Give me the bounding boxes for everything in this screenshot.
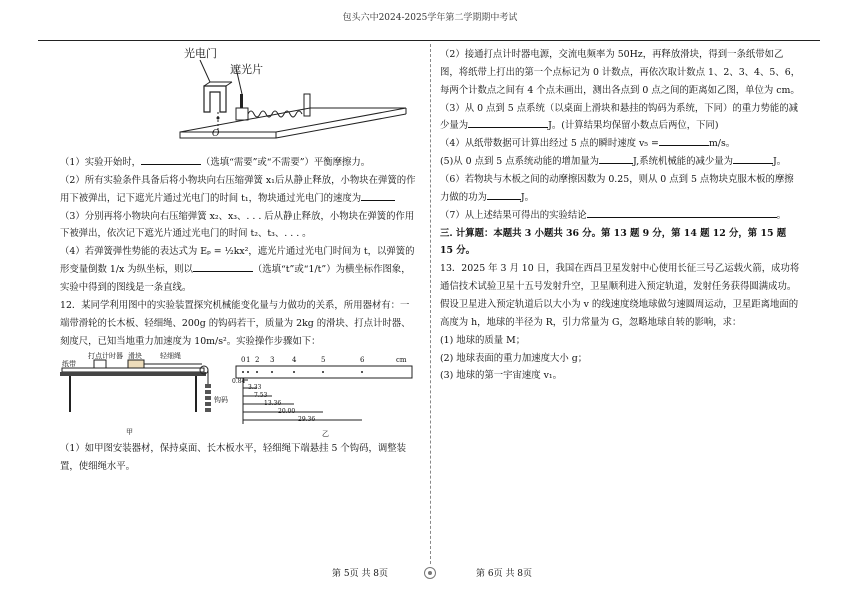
tape-dim: 7.53 xyxy=(254,392,268,400)
tape-mark: 6 xyxy=(360,356,365,365)
tape-dim: 29.36 xyxy=(298,416,316,424)
answer-blank[interactable] xyxy=(599,153,633,164)
tape-dim: 3.33 xyxy=(248,384,262,392)
answer-blank[interactable] xyxy=(487,189,521,200)
tape-dim: 20.00 xyxy=(278,408,296,416)
answer-blank[interactable] xyxy=(361,190,395,201)
label-shade: 遮光片 xyxy=(230,63,263,76)
tape-mark: 3 xyxy=(270,356,275,365)
label-rope: 轻细绳 xyxy=(160,352,181,361)
answer-blank[interactable] xyxy=(659,135,709,146)
tape-dots xyxy=(242,371,363,373)
left-column xyxy=(60,46,418,476)
q12-part2: （2）接通打点计时器电源，交流电频率为 50Hz，再释放滑块，得到一条纸带如乙图，将纸带上打出的第一个点标记为 0 计数点，再依次取计数点 1、2、3、4、5、6，每两个计数点之间有 4 个点未画出，测出各点到 0 点之间的距离如乙图，单位为 cm。 xyxy=(440,49,801,96)
tape-mark: 0 xyxy=(241,356,246,365)
right-column xyxy=(440,46,802,385)
figure-photogate xyxy=(170,46,410,154)
q11-part4: （4）若弹簧弹性势能的表达式为 Eₚ = ½kx²，遮光片通过光电门时间为 t，以弹簧的形变量倒数 1/x 为纵坐标，则以 （选填“t”或“1/t”）为横坐标作图象，实验中得到的图线是一条直线。 xyxy=(60,246,415,294)
tape-mark: 2 xyxy=(255,356,260,365)
q12-stem: 12．某同学利用图中的实验装置探究机械能变化量与力做功的关系，所用器材有：一端带滑轮的长木板、轻细绳、200g 的钩码若干，质量为 2kg 的滑块、打点计时器、刻度尺，已知当地重力加速度为 10m/s²。实验操作步骤如下： xyxy=(60,299,411,347)
tape-mark: 1 xyxy=(246,356,251,365)
label-tape: 纸带 xyxy=(62,360,76,369)
label-photogate: 光电门 xyxy=(184,47,217,60)
column-divider xyxy=(430,44,431,564)
binding-dot-icon xyxy=(424,567,436,579)
tape-dim: 0.84 xyxy=(232,378,246,386)
answer-blank[interactable] xyxy=(193,261,253,272)
q12-part7: （7）从上述结果可得出的实验结论 。 xyxy=(440,207,802,225)
q12-part3a: （3）从 0 点到 5 点系统（以桌面上滑块和悬挂的钩码为系统，下同）的重力势能的减 xyxy=(440,102,798,114)
answer-blank[interactable] xyxy=(468,117,548,128)
label-o: O xyxy=(212,129,220,139)
q13-part2: (2) 地球表面的重力加速度大小 g； xyxy=(440,352,588,364)
q12-part5: (5)从 0 点到 5 点系统动能的增加量为 J,系统机械能的减少量为 J。 xyxy=(440,153,802,171)
q11-part1: （1）实验开始时， （选填“需要”或“不需要”）平衡摩擦力。 xyxy=(60,154,418,172)
answer-blank[interactable] xyxy=(733,153,773,164)
label-timer: 打点计时器 xyxy=(88,352,123,361)
label-hooks: 钩码 xyxy=(214,396,228,405)
q13-stem: 13．2025 年 3 月 10 日，我国在西昌卫星发射中心使用长征三号乙运载火箭，成功将通信技术试验卫星十五号发射升空，卫星顺利进入预定轨道，发射任务获得圆满成功。假设卫星进入预定轨道后以大小为 v 的线速度绕地球做匀速圆周运动，卫星距离地面的高度为 h，地球的半径为 R，引力常量为 G，忽略地球自转的影响，求： xyxy=(440,263,800,328)
q12-part1: （1）如甲图安装器材，保持桌面、长木板水平，轻细绳下端悬挂 5 个钩码，调整装置，使细绳水平。 xyxy=(60,443,407,473)
q13-part1: (1) 地球的质量 M； xyxy=(440,334,526,346)
q12-part3b: 少量为 J。(计算结果均保留小数点后两位，下同) xyxy=(440,117,802,135)
page-number-left: 第 5页 共 8页 xyxy=(332,569,389,579)
q11-part2: （2）所有实验条件具备后将小物块向右压缩弹簧 x₁后从静止释放，小物块在弹簧的作用下被弹出，记下遮光片通过光电门的时间 t₁，物块通过光电门的速度为 xyxy=(60,174,416,204)
header-rule xyxy=(38,40,820,41)
label-unit: cm xyxy=(396,356,407,365)
tape-dim: 13.36 xyxy=(264,400,282,408)
section-3-heading: 三. 计算题：本题共 3 小题共 36 分。第 13 题 9 分，第 14 题 12 分，第 15 题 15 分。 xyxy=(440,227,787,257)
label-jia: 甲 xyxy=(126,428,133,437)
q11-part3: （3）分别再将小物块向右压缩弹簧 x₂、x₃、. . . 后从静止释放，小物块在弹簧的作用下被弹出，依次记下遮光片通过光电门的时间 t₂、t₃、. . . 。 xyxy=(60,210,415,240)
q12-part6: （6）若物块与木板之间的动摩擦因数为 0.25，则从 0 点到 5 点物块克服木板的摩擦力做的功为 J。 xyxy=(440,174,794,203)
q13-part3: (3) 地球的第一宇宙速度 v₁。 xyxy=(440,370,563,382)
answer-blank[interactable] xyxy=(587,207,777,218)
tape-mark: 5 xyxy=(321,356,326,365)
label-yi: 乙 xyxy=(322,430,329,439)
tape-mark: 4 xyxy=(292,356,297,365)
page-number-right: 第 6页 共 8页 xyxy=(476,569,533,579)
q12-part4: （4）从纸带数据可计算出经过 5 点的瞬时速度 v₅ = m/s。 xyxy=(440,135,802,153)
page-header: 包头六中2024-2025学年第二学期期中考试 xyxy=(342,13,518,23)
answer-blank[interactable] xyxy=(141,154,201,165)
figure-apparatus xyxy=(60,350,418,440)
label-slider: 滑块 xyxy=(128,352,142,361)
